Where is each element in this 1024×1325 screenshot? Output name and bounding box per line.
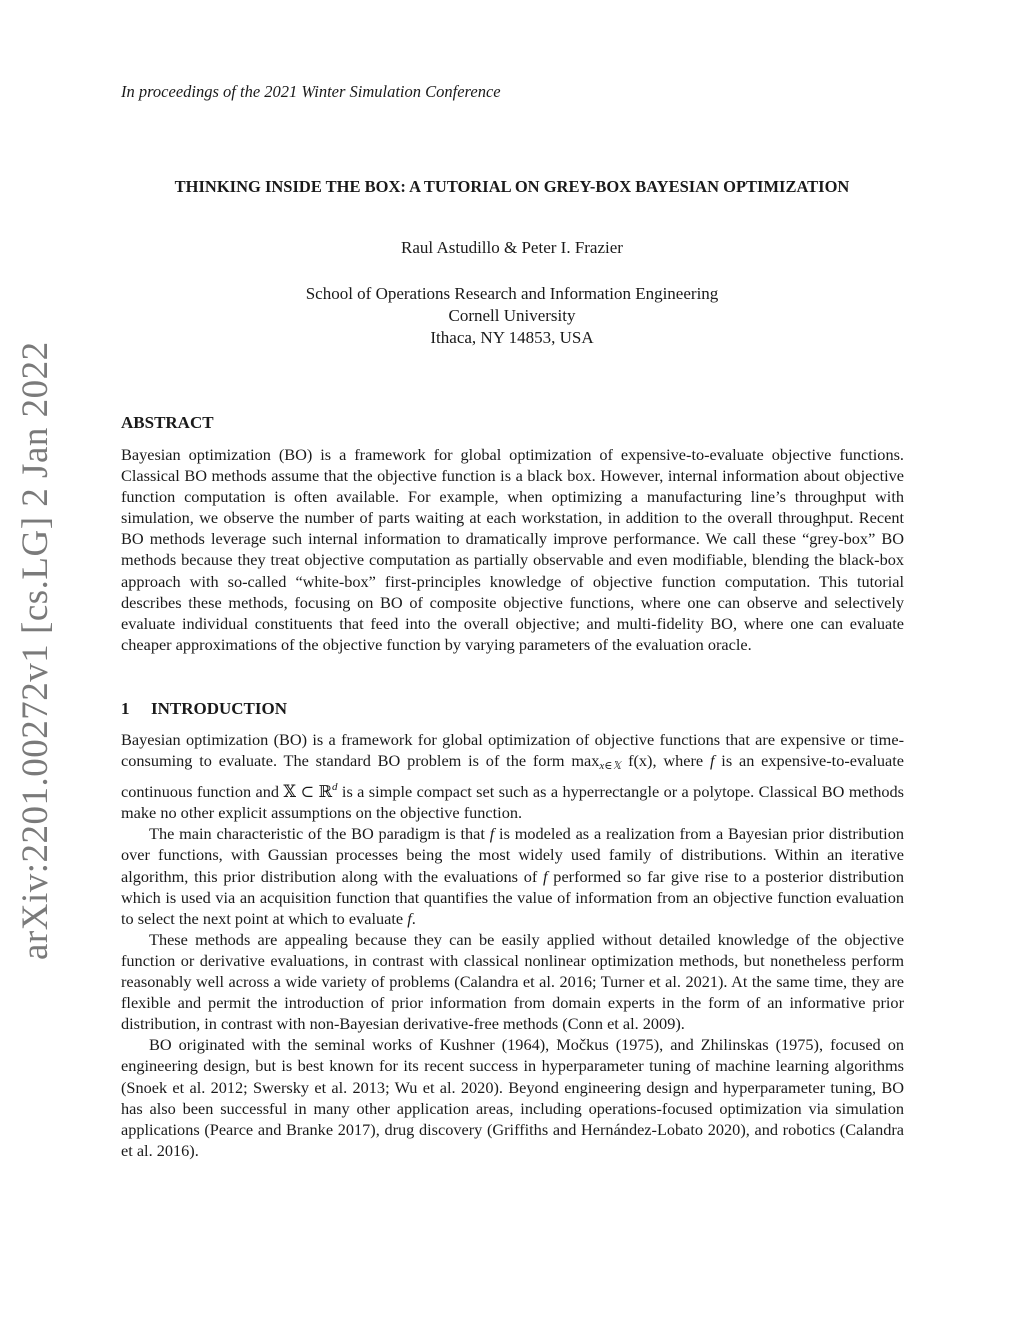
- paper-authors: Raul Astudillo & Peter I. Frazier: [401, 238, 623, 257]
- section-heading: [121, 699, 904, 719]
- abstract-text: Bayesian optimization (BO) is a framework for global optimization of expensive-to-evaluate objective functions. Classical BO methods assume that the objective function is a black box. However, internal information about objective function computation is often available. For example, when optimizing a manufacturing line’s throughput with simulation, we observe the number of parts waiting at each workstation, in addition to the overall throughput. Recent BO methods leverage such internal information to dramatically improve performance. We call these “grey-box” BO methods because they treat objective computation as partially observable and even modifiable, blending the black-box approach with so-called “white-box” first-principles knowledge of objective function computation. This tutorial describes these methods, focusing on BO of composite objective functions, where one can observe and selectively evaluate individual constituents that feed into the overall objective; and multi-fidelity BO, where one can evaluate cheaper approximations of the objective function by varying parameters of the evaluation oracle.: [121, 445, 904, 654]
- section-title: INTRODUCTION: [151, 699, 288, 718]
- venue-header: In proceedings of the 2021 Winter Simulation Conference: [121, 82, 501, 101]
- abstract-section: [121, 413, 904, 655]
- affiliation-line: Cornell University: [448, 306, 576, 325]
- intro-paragraph-2: The main characteristic of the BO paradigm is that f is modeled as a realization from a Bayesian prior distribution over functions, with Gaussian processes being the most widely used family of distributions. Within an iterative algorithm, this prior distribution along with the evaluations of f performed so far give rise to a posterior distribution which is used via an acquisition function that quantifies the value of information from an objective function evaluation to select the next point at which to evaluate f.: [121, 824, 904, 928]
- section-number: 1: [121, 699, 130, 718]
- abstract-heading: ABSTRACT: [121, 413, 214, 432]
- intro-paragraph-1: Bayesian optimization (BO) is a framework for global optimization of objective functions that are expensive or time-consuming to evaluate. The standard BO problem is of the form $\max_{x\in 𝕏} f(x)$, where f is an expensive-to-evaluate continuous function and 𝕏 ⊂ ℝ$^d$ is a simple compact set such as a hyperrectangle or a polytope. Classical BO methods make no other explicit assumptions on the objective function.: [121, 730, 904, 823]
- arxiv-identifier: arXiv:2201.00272v1 [cs.LG] 2 Jan 2022: [15, 341, 56, 960]
- introduction-section: [121, 699, 904, 1161]
- affiliation-line: Ithaca, NY 14853, USA: [430, 328, 594, 347]
- affiliation-line: School of Operations Research and Information Engineering: [305, 284, 719, 303]
- intro-paragraph-3: These methods are appealing because they can be easily applied without detailed knowledge of the objective function or derivative evaluations, in contrast with classical nonlinear optimization methods, but nonetheless perform reasonably well across a wide variety of problems (Calandra et al. 2016; Turner et al. 2021). At the same time, they are flexible and permit the introduction of prior information from domain experts in the form of an informative prior distribution, in contrast with non-Bayesian derivative-free methods (Conn et al. 2009).: [121, 929, 904, 1034]
- intro-paragraph-4: BO originated with the seminal works of Kushner (1964), Močkus (1975), and Zhilinskas (1975), focused on engineering design, but is best known for its recent success in hyperparameter tuning of machine learning algorithms (Snoek et al. 2012; Swersky et al. 2013; Wu et al. 2020). Beyond engineering design and hyperparameter tuning, BO has also been successful in many other application areas, including operations-focused optimization via simulation applications (Pearce and Branke 2017), drug discovery (Griffiths and Hernández-Lobato 2020), and robotics (Calandra et al. 2016).: [121, 1035, 904, 1160]
- paper-title: THINKING INSIDE THE BOX: A TUTORIAL ON GREY-BOX BAYESIAN OPTIMIZATION: [174, 177, 850, 196]
- author-affiliation: [0, 283, 1024, 349]
